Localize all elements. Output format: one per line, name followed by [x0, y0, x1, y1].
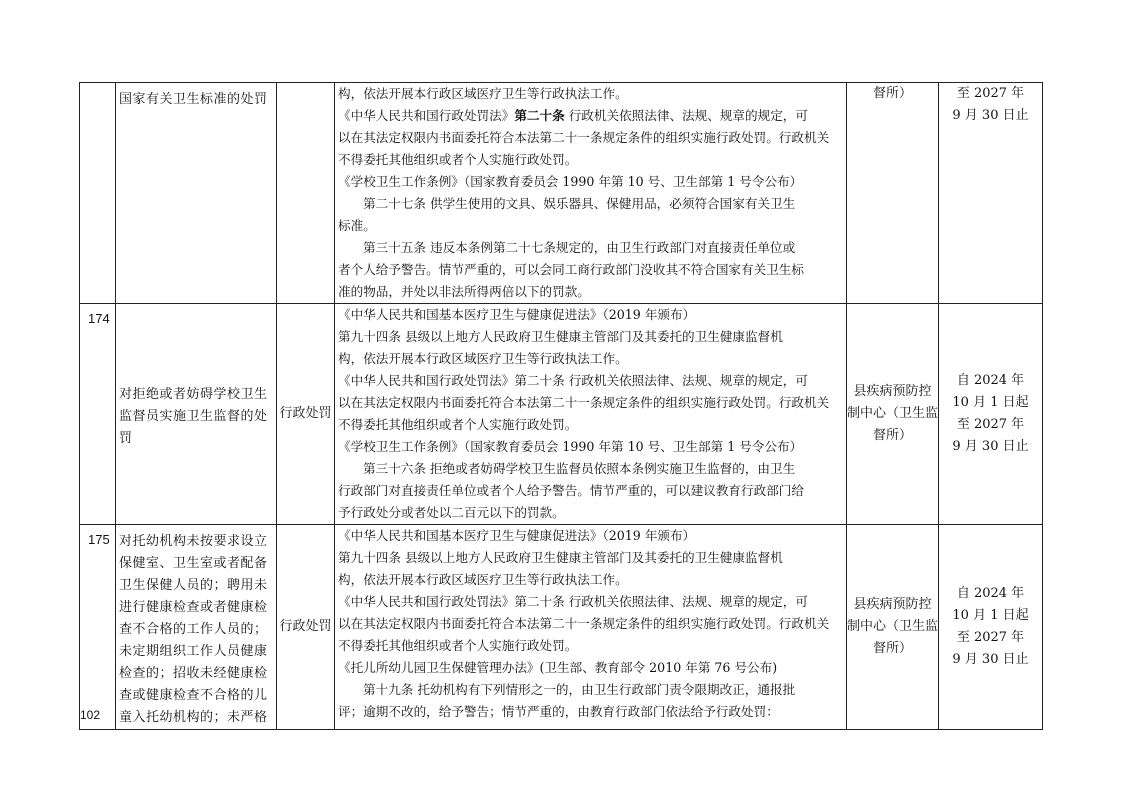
row-number [80, 83, 116, 304]
legal-basis-article: 第二十条 [514, 108, 565, 123]
enforcement-org-line: 县疾病预防控 [853, 597, 932, 612]
validity-period-line: 10 月 1 日起 [952, 395, 1029, 410]
validity-period-line: 至 2027 年 [956, 417, 1025, 432]
validity-period-line: 至 2027 年 [956, 86, 1025, 101]
regulation-table [79, 82, 1043, 730]
legal-basis-cell [335, 525, 847, 730]
legal-basis-line: 第三十五条 违反本条例第二十七条规定的，由卫生行政部门对直接责任单位或 [363, 240, 796, 255]
legal-basis-line: 以在其法定权限内书面委托符合本法第二十一条规定条件的组织实施行政处罚。行政机关 [338, 395, 830, 410]
penalty-type-cell: 行政处罚 [277, 304, 335, 525]
legal-basis-line: 不得委托其他组织或者个人实施行政处罚。 [338, 638, 578, 653]
item-name-line: 查不合格的工作人员的； [119, 622, 268, 637]
item-name-line: 童入托幼机构的；未严格 [119, 710, 268, 725]
enforcement-org-cell [847, 525, 939, 730]
item-name-cell [116, 525, 277, 730]
table-row [80, 83, 1043, 304]
legal-basis-cell [335, 304, 847, 525]
enforcement-org-line: 县疾病预防控 [853, 384, 932, 399]
legal-basis-line: 准的物品，并处以非法所得两倍以下的罚款。 [338, 284, 590, 299]
validity-period-line: 自 2024 年 [956, 373, 1025, 388]
legal-basis-line: 第二十七条 供学生使用的文具、娱乐器具、保健用品，必须符合国家有关卫生 [363, 196, 796, 211]
legal-basis-line: 以在其法定权限内书面委托符合本法第二十一条规定条件的组织实施行政处罚。行政机关 [338, 616, 830, 631]
item-name-cell [116, 83, 277, 304]
enforcement-org-cell [847, 83, 939, 304]
validity-period-cell [939, 304, 1043, 525]
validity-period-line: 9 月 30 日止 [952, 439, 1029, 454]
legal-basis-line: 者个人给予警告。情节严重的，可以会同工商行政部门没收其不符合国家有关卫生标 [338, 262, 804, 277]
validity-period-line: 至 2027 年 [956, 630, 1025, 645]
legal-basis-line: 《托儿所幼儿园卫生保健管理办法》(卫生部、教育部令 2010 年第 76 号公布) [338, 660, 778, 675]
item-name-line: 卫生保健人员的；聘用未 [119, 578, 268, 593]
table-row [80, 304, 1043, 525]
legal-basis-line: 构，依法开展本行政区域医疗卫生等行政执法工作。 [338, 572, 628, 587]
item-name-line: 国家有关卫生标准的处罚 [119, 92, 268, 107]
item-name-line: 对托幼机构未按要求设立 [119, 534, 268, 549]
legal-basis-line: 《学校卫生工作条例》（国家教育委员会 1990 年第 10 号、卫生部第 1 号令公布） [338, 174, 803, 189]
validity-period-cell [939, 525, 1043, 730]
validity-period-line: 9 月 30 日止 [952, 652, 1029, 667]
legal-basis-line: 第十九条 托幼机构有下列情形之一的，由卫生行政部门责令限期改正，通报批 [363, 682, 796, 697]
legal-basis-line [338, 105, 844, 127]
enforcement-org-line: 督所） [872, 641, 912, 656]
legal-basis-line: 标准。 [338, 218, 376, 233]
enforcement-org-cell [847, 304, 939, 525]
item-name-cell [116, 304, 277, 525]
item-name-line: 检查的；招收未经健康检 [119, 666, 268, 681]
enforcement-org-line: 督所） [872, 86, 912, 101]
enforcement-org-line: 制中心（卫生监 [847, 406, 939, 421]
legal-basis-line: 予行政处分或者处以二百元以下的罚款。 [338, 505, 565, 520]
item-name-line: 对拒绝或者妨碍学校卫生 [119, 387, 268, 402]
page-number: 102 [80, 708, 101, 722]
legal-basis-line: 构，依法开展本行政区域医疗卫生等行政执法工作。 [338, 86, 628, 101]
legal-basis-text: 《中华人民共和国行政处罚法》 [338, 108, 515, 123]
item-name-line: 未定期组织工作人员健康 [119, 644, 268, 659]
legal-basis-line: 不得委托其他组织或者个人实施行政处罚。 [338, 152, 578, 167]
item-name-line: 保健室、卫生室或者配备 [119, 556, 268, 571]
item-name-line: 罚 [119, 431, 133, 446]
legal-basis-line: 《中华人民共和国基本医疗卫生与健康促进法》（2019 年颁布） [338, 307, 696, 322]
legal-basis-cell [335, 83, 847, 304]
legal-basis-line: 评；逾期不改的，给予警告；情节严重的，由教育行政部门依法给予行政处罚： [338, 704, 779, 719]
validity-period-line: 9 月 30 日止 [952, 108, 1029, 123]
table-row [80, 525, 1043, 730]
validity-period-line: 10 月 1 日起 [952, 608, 1029, 623]
legal-basis-line: 《中华人民共和国行政处罚法》第二十条 行政机关依照法律、法规、规章的规定，可 [338, 594, 808, 609]
enforcement-org-line: 制中心（卫生监 [847, 619, 939, 634]
legal-basis-line: 第九十四条 县级以上地方人民政府卫生健康主管部门及其委托的卫生健康监督机 [338, 329, 783, 344]
enforcement-org-line: 督所） [872, 428, 912, 443]
penalty-type-cell: 行政处罚 [277, 525, 335, 730]
penalty-type-cell [277, 83, 335, 304]
row-number: 174 [80, 304, 116, 525]
legal-basis-line: 《学校卫生工作条例》（国家教育委员会 1990 年第 10 号、卫生部第 1 号令公布） [338, 439, 803, 454]
legal-basis-line: 以在其法定权限内书面委托符合本法第二十一条规定条件的组织实施行政处罚。行政机关 [338, 130, 830, 145]
legal-basis-line: 不得委托其他组织或者个人实施行政处罚。 [338, 417, 578, 432]
item-name-line: 监督员实施卫生监督的处 [119, 409, 268, 424]
legal-basis-line: 第九十四条 县级以上地方人民政府卫生健康主管部门及其委托的卫生健康监督机 [338, 550, 783, 565]
legal-basis-text: 行政机关依照法律、法规、规章的规定，可 [564, 108, 808, 123]
legal-basis-line: 《中华人民共和国基本医疗卫生与健康促进法》（2019 年颁布） [338, 528, 696, 543]
item-name-line: 查或健康检查不合格的儿 [119, 688, 268, 703]
validity-period-cell [939, 83, 1043, 304]
row-number: 175 [80, 525, 116, 730]
validity-period-line: 自 2024 年 [956, 586, 1025, 601]
item-name-line: 进行健康检查或者健康检 [119, 600, 268, 615]
legal-basis-line: 第三十六条 拒绝或者妨碍学校卫生监督员依照本条例实施卫生监督的，由卫生 [363, 461, 796, 476]
legal-basis-line: 行政部门对直接责任单位或者个人给予警告。情节严重的，可以建议教育行政部门给 [338, 483, 804, 498]
legal-basis-line: 《中华人民共和国行政处罚法》第二十条 行政机关依照法律、法规、规章的规定，可 [338, 373, 808, 388]
legal-basis-line: 构，依法开展本行政区域医疗卫生等行政执法工作。 [338, 351, 628, 366]
